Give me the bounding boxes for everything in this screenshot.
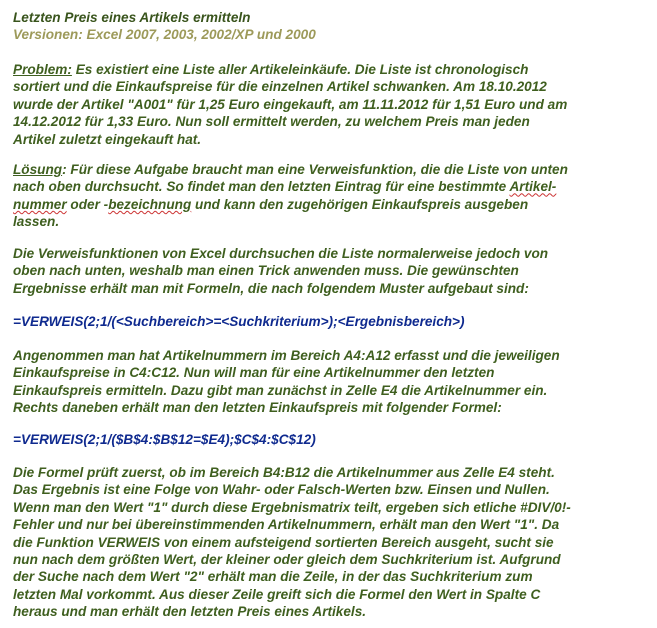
verweis-line-2: oben nach unten, weshalb man einen Trick anwenden muss. Die gewünschten <box>13 263 519 279</box>
problem-line-1 <box>13 61 643 78</box>
problem-line-3: wurde der Artikel "A001" für 1,25 Euro eingekauft, am 11.11.2012 für 1,51 Euro und am <box>13 96 568 112</box>
explanation-line-5: die Funktion VERWEIS von einem aufsteigend sortierten Bereich ausgeht, sucht sie <box>13 534 554 550</box>
loesung-label: Lösung <box>13 162 63 177</box>
explanation-line-2: Das Ergebnis ist eine Folge von Wahr- oder Falsch-Werten bzw. Einsen und Nullen. <box>13 482 550 498</box>
loesung-line-1 <box>13 161 643 178</box>
problem-paragraph <box>13 61 643 148</box>
loesung-text: : Für diese Aufgabe braucht man eine Verweisfunktion, die die Liste von unten <box>62 162 568 177</box>
loesung-line-4: lassen. <box>13 214 60 230</box>
example-line-4: Rechts daneben erhält man den letzten Einkaufspreis mit folgender Formel: <box>13 400 502 416</box>
formula-pattern: =VERWEIS(2;1/(<Suchbereich>=<Suchkriterium>);<Ergebnisbereich>) <box>13 314 465 329</box>
loesung-line-3-text-b: und kann den zugehörigen Einkaufspreis ausgeben <box>191 196 529 212</box>
spellcheck-word-artikel: Artikel- <box>509 179 557 195</box>
verweis-line-1: Die Verweisfunktionen von Excel durchsuchen die Liste normalerweise jedoch von <box>13 246 549 261</box>
example-line-3: Einkaufspreis ermitteln. Dazu gibt man zunächst in Zelle E4 die Artikelnummer ein. <box>13 382 548 398</box>
explanation-paragraph <box>13 464 643 621</box>
loesung-line-3-text-a: oder - <box>66 196 109 212</box>
problem-label: Problem: <box>13 62 72 77</box>
verweis-paragraph <box>13 245 643 297</box>
versions-subtitle: Versionen: Excel 2007, 2003, 2002/XP und 2000 <box>13 27 316 42</box>
problem-line-5: Artikel zuletzt eingekauft hat. <box>13 131 202 147</box>
example-line-2: Einkaufspreise in C4:C12. Nun will man für eine Artikelnummer den letzten <box>13 365 495 381</box>
spellcheck-word-bezeichnung: bezeichnung <box>108 196 192 212</box>
problem-line-4: 14.12.2012 für 1,33 Euro. Nun soll ermittelt werden, zu welchem Preis man jeden <box>13 114 530 130</box>
explanation-line-7: der Suche nach dem Wert "2" erhält man die Zeile, in der das Suchkriterium zum <box>13 569 533 585</box>
explanation-line-1: Die Formel prüft zuerst, ob im Bereich B4:B12 die Artikelnummer aus Zelle E4 steht. <box>13 465 555 480</box>
problem-line-2: sortiert und die Einkaufspreise für die einzelnen Artikel schwanken. Am 18.10.2012 <box>13 79 547 95</box>
example-paragraph <box>13 347 643 417</box>
explanation-line-6: nun nach dem größten Wert, der kleiner oder gleich dem Suchkriterium ist. Aufgrund <box>13 552 561 568</box>
example-line-1: Angenommen man hat Artikelnummern im Bereich A4:A12 erfasst und die jeweiligen <box>13 348 560 363</box>
explanation-line-4: Fehler und nur bei übereinstimmenden Artikelnummern, erhält man den Wert "1". Da <box>13 517 560 533</box>
formula-example: =VERWEIS(2;1/($B$4:$B$12=$E4);$C$4:$C$12) <box>13 432 316 447</box>
explanation-line-3: Wenn man den Wert "1" durch diese Ergebnismatrix teilt, ergeben sich etliche #DIV/0!- <box>13 499 571 515</box>
loesung-line-2 <box>13 178 643 195</box>
explanation-line-8: letzten Mal vorkommt. Aus dieser Zeile greift sich die Formel den Wert in Spalte C <box>13 586 541 602</box>
explanation-line-9: heraus und man erhält den letzten Preis eines Artikels. <box>13 604 367 620</box>
loesung-paragraph <box>13 161 643 231</box>
loesung-line-2-text: nach oben durchsucht. So findet man den letzten Eintrag für eine bestimmte <box>13 179 510 195</box>
verweis-line-3: Ergebnisse erhält man mit Formeln, die nach folgendem Muster aufgebaut sind: <box>13 280 529 296</box>
spellcheck-word-nummer: nummer <box>13 196 67 212</box>
loesung-line-3 <box>13 196 643 213</box>
problem-text: Es existiert eine Liste aller Artikeleinkäufe. Die Liste ist chronologisch <box>71 62 529 77</box>
page-title: Letzten Preis eines Artikels ermitteln <box>13 10 251 25</box>
